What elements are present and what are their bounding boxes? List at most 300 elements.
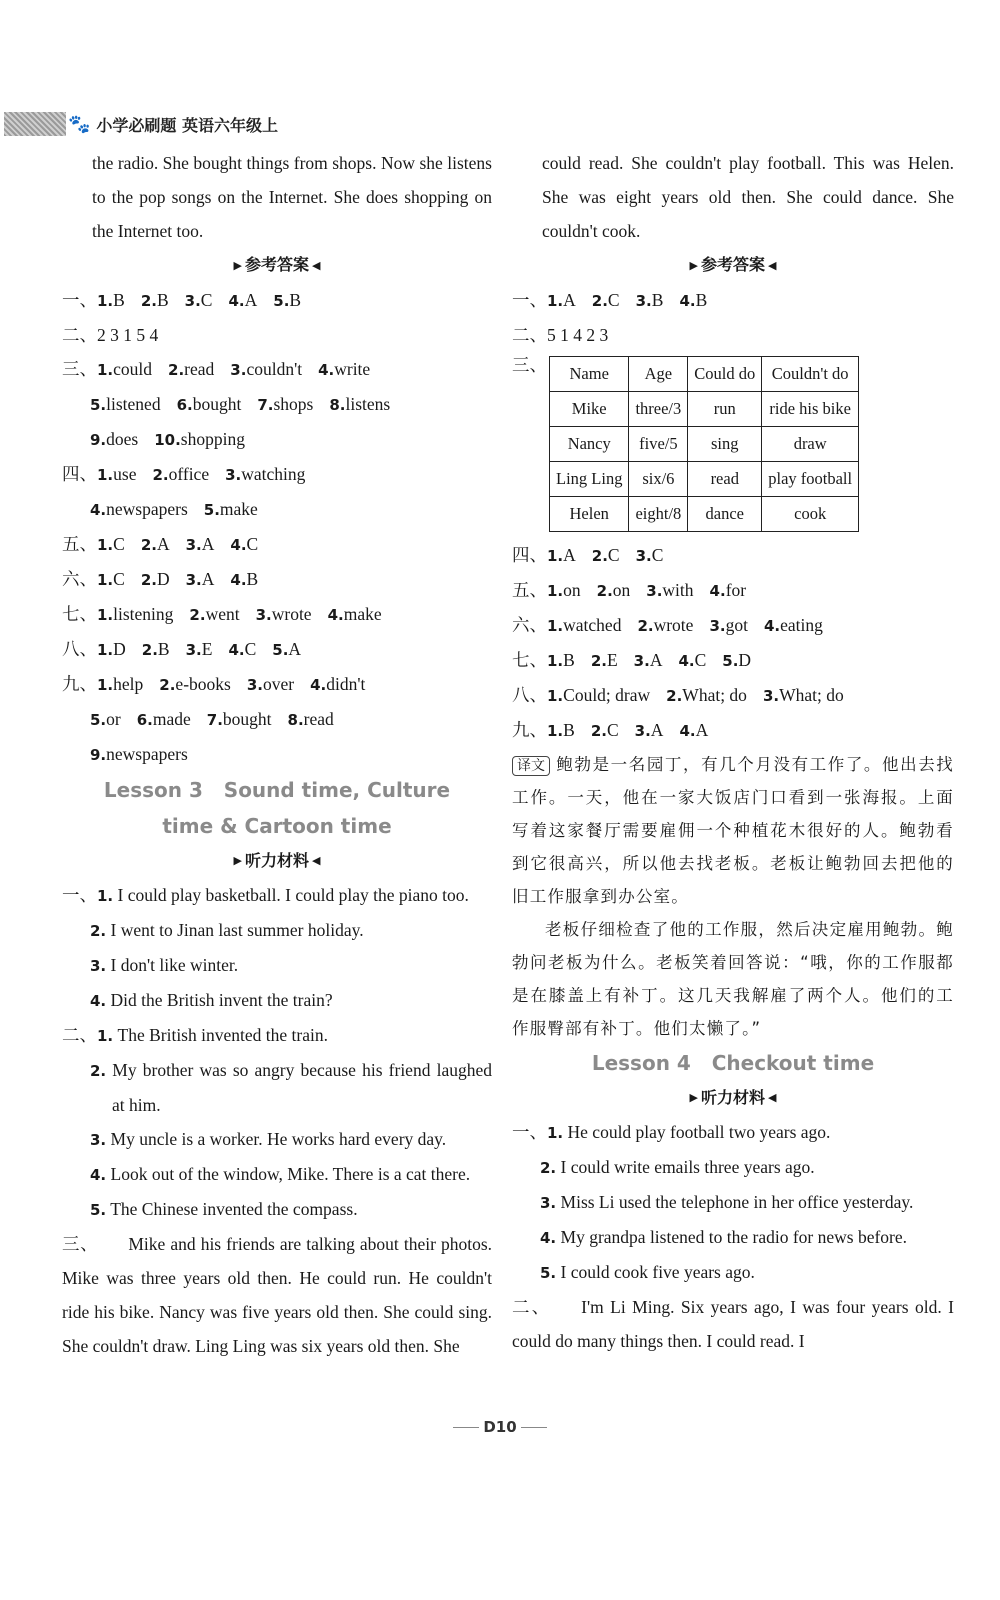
answer-item bbox=[97, 604, 173, 624]
table-cell: run bbox=[688, 391, 762, 426]
page-header bbox=[0, 108, 420, 140]
listening-heading: ▶ 听力材料 ◀ bbox=[689, 1087, 777, 1107]
intro-paragraph: the radio. She bought things from shops. Now she listens to the pop songs on the Internet. She does shopping on the Internet too. bbox=[92, 153, 492, 241]
answer-item bbox=[592, 290, 620, 310]
answer-item bbox=[186, 534, 215, 554]
triangle-left-icon: ◀ bbox=[768, 258, 777, 272]
answer-item bbox=[709, 615, 748, 635]
answer-item bbox=[273, 290, 301, 310]
answer-item bbox=[329, 394, 390, 414]
item-text: bought bbox=[222, 708, 272, 729]
answer-item bbox=[230, 534, 258, 554]
item-number: 8. bbox=[329, 395, 346, 414]
listening-item bbox=[62, 1053, 492, 1122]
answer-item bbox=[547, 290, 576, 310]
page-number: D10 bbox=[0, 1418, 1000, 1436]
item-text: read bbox=[303, 708, 334, 729]
item-number: 2. bbox=[637, 616, 654, 635]
item-number: 3. bbox=[185, 570, 202, 589]
lesson-3-title: Lesson 3 Sound time, Culture time & Cartoon time bbox=[103, 777, 451, 838]
item-text: wrote bbox=[653, 614, 694, 635]
answer-line bbox=[512, 713, 954, 748]
triangle-right-icon: ▶ bbox=[233, 258, 242, 272]
item-number: 2. bbox=[152, 465, 169, 484]
item-text: didn't bbox=[326, 673, 366, 694]
item-number: 4. bbox=[327, 605, 344, 624]
item-text: C bbox=[607, 544, 620, 565]
item-number: 4. bbox=[540, 1229, 557, 1247]
item-number: 4. bbox=[230, 570, 247, 589]
item-text: or bbox=[106, 708, 121, 729]
answer-item bbox=[722, 650, 751, 670]
answer-line bbox=[62, 597, 492, 632]
item-number: 3. bbox=[185, 640, 202, 659]
item-text: B bbox=[156, 289, 169, 310]
item-text: D bbox=[156, 568, 170, 589]
answer-item bbox=[230, 359, 302, 379]
item-text: on bbox=[612, 579, 631, 600]
section-label: 二、 bbox=[62, 1025, 97, 1045]
answer-item bbox=[764, 615, 823, 635]
answer-item bbox=[547, 580, 581, 600]
table-cell: sing bbox=[688, 426, 762, 461]
item-number: 5. bbox=[540, 1264, 557, 1282]
paw-icon: 🐾 bbox=[68, 113, 91, 134]
item-text: listens bbox=[345, 393, 391, 414]
answer-item bbox=[97, 290, 125, 310]
answer-line bbox=[512, 678, 954, 713]
item-number: 2. bbox=[591, 291, 608, 310]
section-label: 七、 bbox=[62, 603, 97, 624]
item-number: 2. bbox=[666, 686, 683, 705]
triangle-left-icon: ◀ bbox=[312, 854, 321, 867]
listening-item bbox=[62, 1157, 492, 1192]
item-text: write bbox=[334, 358, 371, 379]
listening-item bbox=[62, 948, 492, 983]
table-row bbox=[550, 426, 859, 461]
answer-line bbox=[62, 702, 492, 737]
answer-item bbox=[141, 569, 170, 589]
item-number: 4. bbox=[763, 616, 781, 635]
item-text: Could; draw bbox=[563, 684, 651, 705]
answer-item bbox=[97, 569, 125, 589]
listening-item bbox=[62, 1018, 492, 1053]
answers-heading: ▶ 参考答案 ◀ bbox=[233, 255, 321, 274]
answer-line bbox=[62, 352, 492, 387]
item-text: A bbox=[201, 533, 215, 554]
item-text: B bbox=[563, 719, 575, 740]
item-number: 7. bbox=[257, 395, 274, 414]
answer-item bbox=[247, 674, 294, 694]
item-number: 4. bbox=[318, 360, 335, 379]
answer-item bbox=[141, 534, 170, 554]
answer-item bbox=[637, 615, 693, 635]
answer-line bbox=[62, 387, 492, 422]
item-number: 3. bbox=[225, 465, 242, 484]
table-cell: six/6 bbox=[629, 461, 688, 496]
item-number: 1. bbox=[97, 887, 114, 905]
left-column bbox=[62, 146, 492, 1363]
item-number: 2. bbox=[590, 651, 607, 670]
item-text: B bbox=[113, 289, 125, 310]
answer-item bbox=[97, 464, 136, 484]
item-text: read bbox=[184, 358, 215, 379]
item-text: Miss Li used the telephone in her office yesterday. bbox=[560, 1192, 914, 1212]
item-text: D bbox=[738, 649, 752, 670]
answer-item bbox=[592, 545, 620, 565]
section-label: 九、 bbox=[512, 719, 547, 740]
item-text: for bbox=[725, 579, 747, 600]
listening-item bbox=[62, 913, 492, 948]
item-text: office bbox=[168, 463, 210, 484]
item-text: e-books bbox=[175, 673, 231, 694]
answer-item bbox=[288, 709, 334, 729]
table-row bbox=[550, 496, 859, 531]
answer-item bbox=[97, 534, 125, 554]
answer-item bbox=[152, 464, 209, 484]
item-number: 7. bbox=[206, 710, 223, 729]
item-number: 4. bbox=[90, 1166, 107, 1184]
item-text: eating bbox=[780, 614, 823, 635]
answer-item bbox=[154, 429, 245, 449]
section-label: 四、 bbox=[512, 544, 547, 565]
item-text: newspapers bbox=[106, 498, 188, 519]
answer-item bbox=[678, 650, 706, 670]
answer-line bbox=[62, 632, 492, 667]
item-text: E bbox=[201, 638, 213, 659]
item-text: I went to Jinan last summer holiday. bbox=[110, 920, 364, 940]
item-text: shopping bbox=[180, 428, 245, 449]
item-number: 4. bbox=[678, 651, 695, 670]
item-text: B bbox=[695, 289, 708, 310]
item-text: The British invented the train. bbox=[117, 1025, 328, 1045]
section-label: 五、 bbox=[62, 533, 97, 554]
table-header-cell: Name bbox=[550, 356, 629, 391]
item-number: 1. bbox=[97, 570, 114, 589]
table-row bbox=[550, 391, 859, 426]
answer-item bbox=[159, 674, 231, 694]
answer-item bbox=[591, 720, 619, 740]
item-text: B bbox=[157, 638, 170, 659]
answer-item bbox=[636, 545, 664, 565]
item-text: A bbox=[650, 719, 664, 740]
item-text: over bbox=[262, 673, 295, 694]
section-label: 一、 bbox=[512, 1122, 547, 1142]
item-number: 1. bbox=[97, 640, 114, 659]
item-number: 3. bbox=[634, 721, 651, 740]
item-text: B bbox=[246, 568, 259, 589]
item-number: 8. bbox=[287, 710, 304, 729]
section-label: 八、 bbox=[62, 638, 97, 659]
item-number: 1. bbox=[97, 291, 114, 310]
answer-item bbox=[97, 359, 152, 379]
item-number: 3. bbox=[246, 675, 263, 694]
item-number: 4. bbox=[228, 291, 245, 310]
item-text: A bbox=[563, 544, 576, 565]
item-number: 1. bbox=[547, 1124, 564, 1142]
answer-table-block: 三、 Name Age Could do Couldn't do Mike three/3 run ride his bike Nancy five/5 sing draw Ling Ling six/6 read play football Helen eight/8 dance cook bbox=[512, 352, 954, 538]
answer-line bbox=[512, 283, 954, 318]
item-text: B bbox=[651, 289, 664, 310]
item-number: 4. bbox=[679, 291, 696, 310]
item-number: 3. bbox=[709, 616, 726, 635]
item-number: 4. bbox=[709, 581, 726, 600]
listening-part bbox=[62, 1018, 492, 1227]
item-number: 9. bbox=[90, 430, 107, 449]
listening-item bbox=[62, 1192, 492, 1227]
answer-line bbox=[62, 527, 492, 562]
item-number: 3. bbox=[90, 957, 107, 975]
item-number: 1. bbox=[97, 675, 114, 694]
item-text: My grandpa listened to the radio for news before. bbox=[560, 1227, 908, 1247]
triangle-left-icon: ◀ bbox=[312, 258, 321, 272]
item-number: 5. bbox=[722, 651, 739, 670]
item-number: 2. bbox=[591, 546, 608, 565]
item-text: I could cook five years ago. bbox=[560, 1262, 755, 1282]
table-header-row bbox=[550, 356, 859, 391]
item-number: 5. bbox=[203, 500, 220, 519]
table-cell: Nancy bbox=[550, 426, 629, 461]
triangle-right-icon: ▶ bbox=[689, 1091, 698, 1104]
translation-paragraph-2: 老板仔细检查了他的工作服，然后决定雇用鲍勃。鲍勃问老板为什么。老板笑着回答说：“哦，你的工作服都是在膝盖上有补丁。这几天我解雇了两个人。他们的工作服臀部有补丁。他们太懒了。” bbox=[512, 919, 954, 1038]
item-number: 2. bbox=[90, 1062, 107, 1080]
answer-item bbox=[646, 580, 693, 600]
item-number: 2. bbox=[596, 581, 613, 600]
answer-item bbox=[634, 650, 663, 670]
answer-item bbox=[137, 709, 191, 729]
table-header-cell: Couldn't do bbox=[762, 356, 859, 391]
item-number: 5. bbox=[90, 1201, 107, 1219]
listening-item bbox=[512, 1185, 954, 1220]
answer-item bbox=[230, 569, 258, 589]
item-number: 6. bbox=[136, 710, 153, 729]
item-number: 2. bbox=[140, 570, 157, 589]
item-text: What; do bbox=[779, 684, 844, 705]
listening-item bbox=[62, 878, 492, 913]
answer-item bbox=[97, 639, 126, 659]
item-number: 6. bbox=[176, 395, 193, 414]
listening-item bbox=[62, 983, 492, 1018]
item-number: 5. bbox=[90, 710, 107, 729]
table-cell: Helen bbox=[550, 496, 629, 531]
answer-item bbox=[547, 650, 575, 670]
item-number: 1. bbox=[97, 605, 114, 624]
item-text: A bbox=[649, 649, 663, 670]
item-text: B bbox=[563, 649, 575, 670]
section-label: 五、 bbox=[512, 579, 547, 600]
item-text: wrote bbox=[271, 603, 312, 624]
answer-item bbox=[186, 569, 215, 589]
item-number: 1. bbox=[547, 581, 564, 600]
answer-line: 二、2 3 1 5 4 bbox=[62, 324, 159, 345]
item-text: make bbox=[219, 498, 258, 519]
item-number: 3. bbox=[635, 291, 652, 310]
table-cell: five/5 bbox=[629, 426, 688, 461]
item-number: 3. bbox=[633, 651, 650, 670]
item-text: A bbox=[244, 289, 258, 310]
item-text: C bbox=[607, 289, 620, 310]
table-cell: dance bbox=[688, 496, 762, 531]
item-number: 10. bbox=[154, 430, 181, 449]
item-number: 3. bbox=[635, 546, 652, 565]
item-text: could bbox=[113, 358, 153, 379]
answer-line bbox=[512, 573, 954, 608]
item-text: does bbox=[106, 428, 139, 449]
item-text: listened bbox=[106, 393, 161, 414]
section-label: 八、 bbox=[512, 684, 547, 705]
item-number: 5. bbox=[273, 291, 290, 310]
item-text: C bbox=[244, 638, 257, 659]
lesson-4-title: Lesson 4 Checkout time bbox=[591, 1050, 875, 1075]
table-header-cell: Could do bbox=[688, 356, 762, 391]
table-cell: eight/8 bbox=[629, 496, 688, 531]
item-text: C bbox=[606, 719, 619, 740]
listening-item bbox=[512, 1150, 954, 1185]
section-label: 六、 bbox=[512, 614, 547, 635]
answer-item bbox=[256, 604, 312, 624]
section-label: 一、 bbox=[512, 289, 547, 310]
section-label: 七、 bbox=[512, 649, 547, 670]
continued-paragraph: could read. She couldn't play football. This was Helen. She was eight years old then. She could dance. She couldn't cook. bbox=[542, 153, 954, 241]
section-label: 六、 bbox=[62, 568, 97, 589]
header-decor-bar bbox=[4, 112, 66, 136]
item-text: I don't like winter. bbox=[110, 955, 239, 975]
table-cell: three/3 bbox=[629, 391, 688, 426]
answer-line bbox=[512, 608, 954, 643]
item-text: C bbox=[246, 533, 259, 554]
answer-line bbox=[62, 562, 492, 597]
item-number: 2. bbox=[140, 535, 157, 554]
item-text: A bbox=[288, 638, 302, 659]
answer-line bbox=[512, 538, 954, 573]
listening-heading: ▶ 听力材料 ◀ bbox=[233, 850, 321, 870]
item-number: 9. bbox=[90, 745, 107, 764]
item-number: 1. bbox=[97, 535, 114, 554]
answer-item bbox=[177, 394, 242, 414]
answer-item bbox=[679, 290, 707, 310]
item-text: watching bbox=[241, 463, 306, 484]
table-cell: Ling Ling bbox=[550, 461, 629, 496]
triangle-right-icon: ▶ bbox=[233, 854, 242, 867]
item-text: A bbox=[695, 719, 709, 740]
answer-line bbox=[62, 667, 492, 702]
item-number: 4. bbox=[310, 675, 327, 694]
table-cell: read bbox=[688, 461, 762, 496]
answer-item bbox=[597, 580, 631, 600]
answer-item bbox=[204, 499, 258, 519]
item-number: 1. bbox=[547, 721, 564, 740]
item-text: The Chinese invented the compass. bbox=[110, 1199, 358, 1219]
answer-item bbox=[225, 464, 305, 484]
answer-line bbox=[62, 737, 492, 772]
answer-item bbox=[207, 709, 272, 729]
item-text: A bbox=[201, 568, 215, 589]
answer-line bbox=[62, 283, 492, 318]
item-number: 2. bbox=[189, 605, 206, 624]
item-number: 1. bbox=[547, 616, 564, 635]
answer-item bbox=[90, 499, 188, 519]
item-number: 2. bbox=[590, 721, 607, 740]
item-number: 1. bbox=[97, 465, 114, 484]
table-cell: ride his bike bbox=[762, 391, 859, 426]
answer-item bbox=[168, 359, 214, 379]
answer-item bbox=[763, 685, 844, 705]
listening-part bbox=[512, 1115, 954, 1290]
section-label: 一、 bbox=[62, 885, 97, 905]
item-text: made bbox=[152, 708, 191, 729]
item-text: A bbox=[156, 533, 170, 554]
item-text: He could play football two years ago. bbox=[567, 1122, 831, 1142]
item-number: 2. bbox=[90, 922, 107, 940]
answer-item bbox=[635, 720, 664, 740]
answer-item bbox=[257, 394, 313, 414]
item-text: got bbox=[725, 614, 748, 635]
answer-item bbox=[591, 650, 618, 670]
item-text: D bbox=[113, 638, 126, 659]
answer-table bbox=[549, 356, 859, 532]
item-text: What; do bbox=[682, 684, 747, 705]
item-number: 4. bbox=[228, 640, 245, 659]
answer-item bbox=[189, 604, 239, 624]
listening-item bbox=[512, 1255, 954, 1290]
item-text: Look out of the window, Mike. There is a cat there. bbox=[110, 1164, 471, 1184]
item-number: 2. bbox=[141, 640, 158, 659]
item-number: 4. bbox=[230, 535, 247, 554]
translation-badge: 译文 bbox=[512, 756, 550, 776]
right-column bbox=[512, 146, 954, 1358]
item-text: use bbox=[113, 463, 137, 484]
item-text: shops bbox=[273, 393, 314, 414]
item-text: went bbox=[205, 603, 240, 624]
answer-item bbox=[666, 685, 747, 705]
answer-item bbox=[228, 290, 257, 310]
item-text: help bbox=[113, 673, 144, 694]
answer-item bbox=[142, 639, 170, 659]
item-number: 1. bbox=[97, 360, 114, 379]
answers-heading: ▶ 参考答案 ◀ bbox=[689, 255, 777, 274]
answer-item bbox=[547, 615, 621, 635]
answer-item bbox=[547, 720, 575, 740]
item-text: couldn't bbox=[246, 358, 303, 379]
answer-item bbox=[547, 545, 576, 565]
item-text: I could write emails three years ago. bbox=[560, 1157, 815, 1177]
item-text: A bbox=[563, 289, 576, 310]
listening-item bbox=[62, 1122, 492, 1157]
item-number: 2. bbox=[159, 675, 176, 694]
item-number: 2. bbox=[140, 291, 157, 310]
item-number: 5. bbox=[90, 395, 107, 414]
answer-item bbox=[186, 639, 213, 659]
answer-line bbox=[62, 422, 492, 457]
answer-item bbox=[272, 639, 301, 659]
item-number: 3. bbox=[230, 360, 247, 379]
answer-item bbox=[90, 429, 138, 449]
item-text: C bbox=[200, 289, 213, 310]
answer-item bbox=[97, 674, 143, 694]
section-label: 九、 bbox=[62, 673, 97, 694]
item-text: C bbox=[694, 649, 707, 670]
triangle-right-icon: ▶ bbox=[689, 258, 698, 272]
item-number: 2. bbox=[168, 360, 185, 379]
answer-item bbox=[228, 639, 256, 659]
item-number: 4. bbox=[90, 992, 107, 1010]
listening-part bbox=[62, 878, 492, 1018]
answer-item bbox=[636, 290, 664, 310]
item-number: 4. bbox=[679, 721, 696, 740]
listening-passage: 二、 I'm Li Ming. Six years ago, I was four years old. I could do many things then. I could read. I bbox=[512, 1297, 955, 1351]
item-number: 1. bbox=[97, 1027, 114, 1045]
item-text: C bbox=[113, 533, 125, 554]
